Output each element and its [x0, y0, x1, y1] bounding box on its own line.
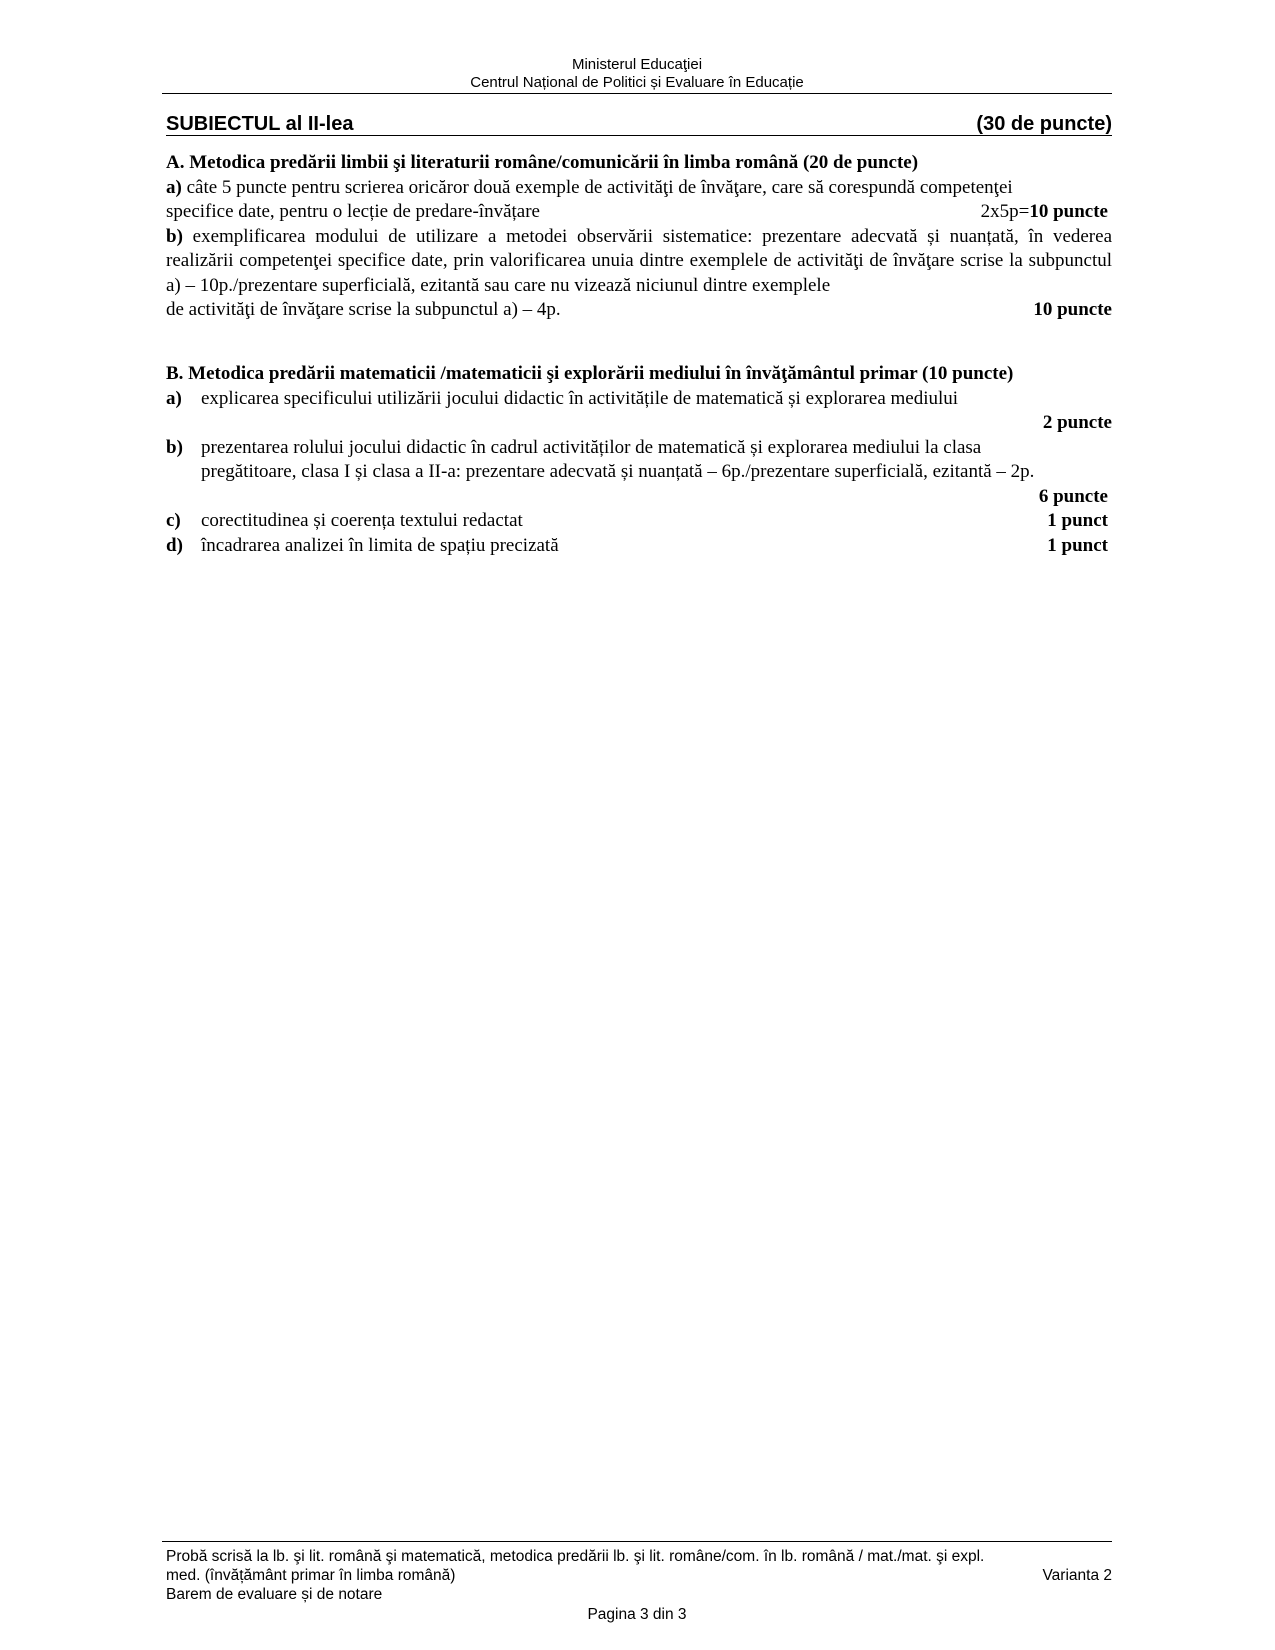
item-label: b): [166, 225, 183, 247]
section-a-title: A. Metodica predării limbii şi literaturii române/comunicării în limba română (20 de puncte): [166, 152, 919, 173]
header-ministry: Ministerul Educaţiei: [571, 56, 703, 73]
item-text: exemplificarea modului de utilizare a metodei observării sistematice: prezentare adecvată și nuanțată, în vederea realizării competenţei specifice date, prin valorificarea unuia dintre exemplele de activităţi de învăţare scrise la subpunctul a) – 10p./prezentare superficială, ezitantă sau care nu vizează niciunul dintre exemplele: [166, 225, 1113, 296]
header-center: Centrul Național de Politici și Evaluare în Educație: [470, 74, 804, 91]
item-text: încadrarea analizei în limita de spațiu precizată 1 punct: [201, 534, 1112, 559]
subject-heading: [166, 112, 1112, 136]
section-b-item-c: [166, 509, 1112, 534]
header-divider: [162, 93, 1112, 94]
subject-title: SUBIECTUL al II-lea: [166, 113, 354, 135]
item-label: c): [166, 510, 181, 531]
item-score: 10 puncte: [1033, 299, 1112, 320]
item-label: a): [166, 176, 182, 198]
section-a-item-b: [166, 225, 1112, 299]
item-text-line2: pregătitoare, clasa I și clasa a II-a: prezentare adecvată și nuanțată – 6p./prezentare superficială, ezitantă – 2p.: [201, 461, 1035, 482]
item-text-line1: prezentarea rolului jocului didactic în cadrul activităților de matematică și explorarea mediului la clasa: [201, 436, 982, 458]
subject-underline: [166, 135, 1112, 136]
section-b-item-a: [166, 387, 1112, 436]
footer-line1: Probă scrisă la lb. şi lit. română şi matematică, metodica predării lb. şi lit. române/com. în lb. română / mat./mat. şi expl.: [166, 1548, 985, 1565]
page-footer: [166, 1547, 1112, 1604]
item-label: d): [166, 534, 183, 556]
section-a: [166, 151, 1112, 323]
item-label: b): [166, 436, 183, 458]
item-text: câte 5 puncte pentru scrierea oricăror două exemple de activităţi de învăţare, care să corespundă competenţei: [186, 176, 1013, 198]
item-text: specifice date, pentru o lecție de predare-învățare: [166, 201, 540, 222]
item-text: explicarea specificului utilizării jocului didactic în activitățile de matematică și explorarea mediului: [201, 387, 959, 409]
section-b-title: B. Metodica predării matematicii /matematicii şi explorării mediului în învăţământul primar (10 puncte): [166, 363, 1014, 384]
page-number: Pagina 3 din 3: [587, 1606, 687, 1623]
section-b-item-d: [166, 534, 1112, 559]
item-text: de activităţi de învăţare scrise la subpunctul a) – 4p.: [166, 299, 561, 320]
section-b: [166, 362, 1112, 558]
item-score: 6 puncte: [1038, 485, 1108, 507]
footer-divider: [162, 1541, 1112, 1542]
item-score: 1 punct: [1047, 510, 1108, 531]
page-header: [162, 56, 1112, 92]
section-a-item-a-line1: [166, 176, 1112, 201]
footer-variant: Varianta 2: [1042, 1567, 1112, 1584]
section-b-item-b: [166, 436, 1112, 510]
footer-line2: med. (învățământ primar în limba română) Varianta 2: [166, 1567, 1112, 1584]
item-score: 2 puncte: [1042, 412, 1112, 433]
item-score: 1 punct: [1047, 534, 1108, 556]
subject-points: (30 de puncte): [976, 113, 1112, 135]
footer-line3: Barem de evaluare și de notare: [166, 1586, 383, 1603]
item-text: corectitudinea și coerența textului redactat 1 punct: [201, 509, 1112, 534]
item-score: 2x5p=10 puncte: [980, 201, 1108, 222]
section-a-item-b-last: [166, 298, 1112, 323]
section-a-item-a-line2: [166, 200, 1112, 225]
item-label: a): [166, 387, 182, 409]
